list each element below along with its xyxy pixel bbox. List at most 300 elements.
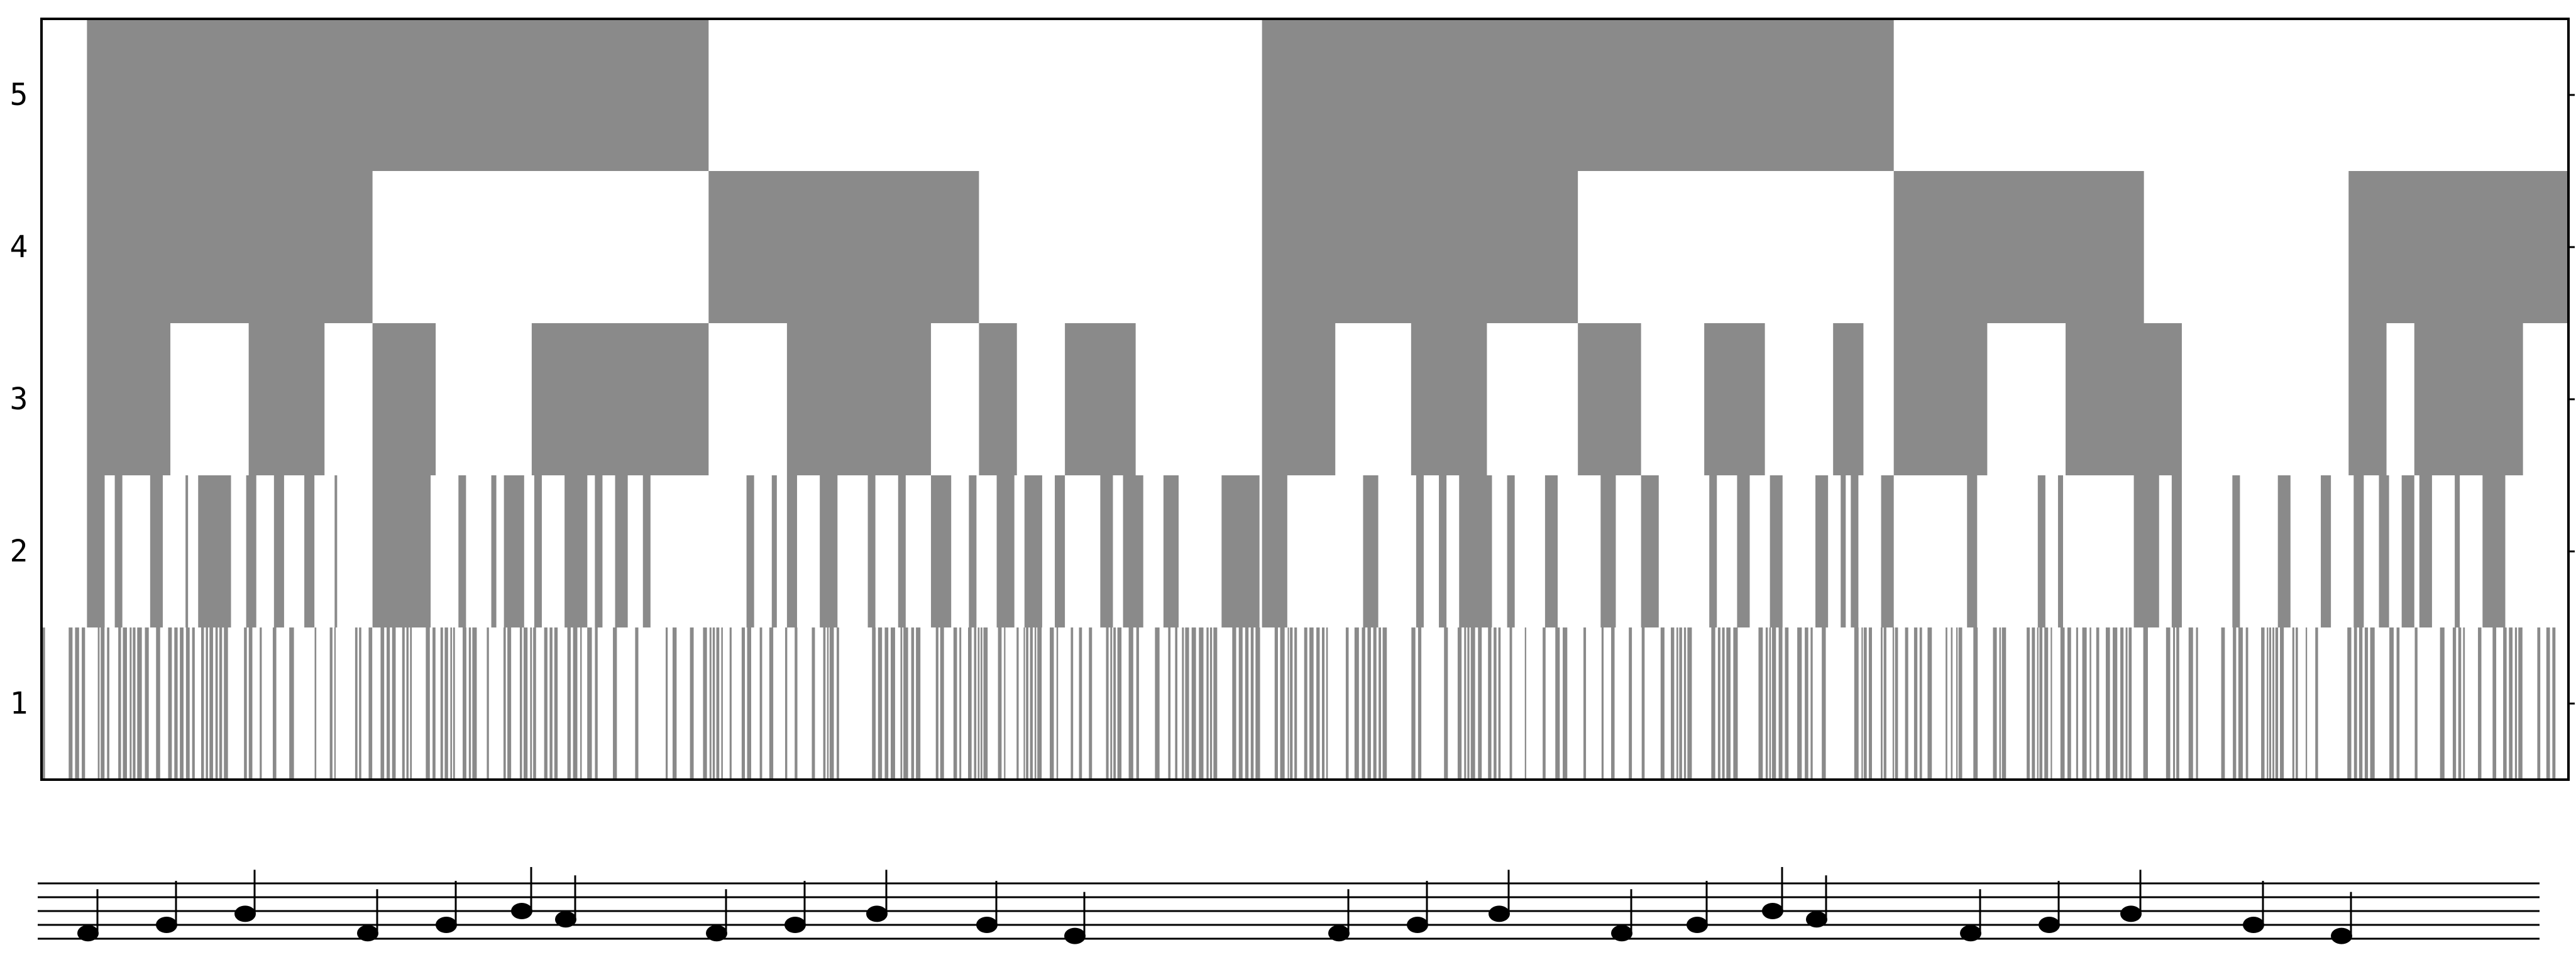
level-1-stripe — [1733, 627, 1737, 780]
level-1-stripe — [2096, 627, 2100, 780]
level-1-stripe — [2050, 627, 2052, 780]
level-1-stripe — [1026, 627, 1028, 780]
level-1-stripe — [1023, 627, 1025, 780]
level-1-stripe — [666, 627, 668, 780]
level-1-stripe — [407, 627, 409, 780]
note-head — [1064, 928, 1086, 944]
level-1-stripe — [2269, 627, 2271, 780]
level-1-stripe — [595, 627, 597, 780]
level-1-stripe — [426, 627, 429, 780]
note-head — [357, 925, 378, 941]
level-1-stripe — [334, 627, 336, 780]
level-1-stripe — [1050, 627, 1054, 780]
level-1-stripe — [1232, 627, 1236, 780]
level-5-segment — [87, 19, 708, 171]
level-1-stripe — [1629, 627, 1632, 780]
level-1-stripe — [392, 627, 396, 780]
level-2-segment — [185, 475, 188, 627]
note-head — [976, 917, 998, 933]
level-1-stripe — [1471, 627, 1475, 780]
level-1-stripe — [504, 627, 506, 780]
level-1-stripe — [1869, 627, 1872, 780]
level-1-stripe — [1785, 627, 1789, 780]
level-1-stripe — [1383, 627, 1387, 780]
level-1-stripe — [2144, 627, 2148, 780]
level-2-segment — [997, 475, 1015, 627]
level-1-stripe — [710, 627, 712, 780]
level-1-stripe — [1004, 627, 1005, 780]
level-1-stripe — [1810, 627, 1812, 780]
level-1-stripe — [884, 627, 888, 780]
level-1-stripe — [533, 627, 536, 780]
level-2-segment — [2402, 475, 2414, 627]
level-1-stripe — [330, 627, 333, 780]
level-1-stripe — [1275, 627, 1278, 780]
level-1-stripe — [2061, 627, 2065, 780]
level-1-stripe — [1956, 627, 1957, 780]
level-1-stripe — [1129, 627, 1133, 780]
level-1-stripe — [903, 627, 908, 780]
level-1-stripe — [2546, 627, 2550, 780]
level-1-stripe — [1458, 627, 1461, 780]
level-1-stripe — [1920, 627, 1922, 780]
level-1-stripe — [444, 627, 448, 780]
level-1-stripe — [453, 627, 455, 780]
level-3-segment — [1411, 323, 1487, 475]
level-1-stripe — [355, 627, 358, 780]
level-1-stripe — [2037, 627, 2039, 780]
level-1-stripe — [713, 627, 715, 780]
level-1-stripe — [156, 627, 160, 780]
level-1-stripe — [201, 627, 204, 780]
level-1-stripe — [273, 627, 277, 780]
level-1-stripe — [137, 627, 141, 780]
level-2-segment — [2379, 475, 2389, 627]
level-1-stripe — [1914, 627, 1917, 780]
level-2-segment — [150, 475, 163, 627]
level-2-segment — [969, 475, 976, 627]
level-1-stripe — [795, 627, 797, 780]
level-1-stripe — [1671, 627, 1674, 780]
level-1-stripe — [1199, 627, 1203, 780]
level-1-stripe — [2478, 627, 2481, 780]
level-1-stripe — [1797, 627, 1802, 780]
level-1-stripe — [2359, 627, 2362, 780]
level-1-stripe — [2537, 627, 2540, 780]
level-2-segment — [246, 475, 256, 627]
level-1-stripe — [69, 627, 72, 780]
level-1-stripe — [1037, 627, 1042, 780]
level-1-stripe — [1071, 627, 1073, 780]
level-1-stripe — [1679, 627, 1682, 780]
level-1-stripe — [1946, 627, 1947, 780]
level-1-stripe — [260, 627, 261, 780]
level-4-segment — [87, 171, 372, 323]
level-2-segment — [1545, 475, 1558, 627]
level-1-stripe — [1895, 627, 1898, 780]
level-1-stripe — [2347, 627, 2351, 780]
note-head — [1611, 925, 1632, 941]
level-3-segment — [2414, 323, 2523, 475]
level-1-stripe — [1316, 627, 1319, 780]
level-1-stripe — [554, 627, 558, 780]
y-tick-label: 1 — [9, 686, 28, 721]
level-1-stripe — [1770, 627, 1771, 780]
level-1-stripe — [129, 627, 131, 780]
level-2-segment — [1055, 475, 1065, 627]
level-2-segment — [373, 475, 431, 627]
y-tick-label: 4 — [9, 229, 28, 265]
level-1-stripe — [387, 627, 390, 780]
level-1-stripe — [2000, 627, 2001, 780]
level-1-stripe — [315, 627, 317, 780]
level-1-stripe — [2306, 627, 2307, 780]
level-1-stripe — [2293, 627, 2294, 780]
level-1-stripe — [402, 627, 405, 780]
level-1-stripe — [1864, 627, 1867, 780]
level-1-stripe — [2354, 627, 2357, 780]
note-head — [1328, 925, 1350, 941]
level-1-stripe — [872, 627, 876, 780]
level-1-stripe — [1905, 627, 1908, 780]
level-1-stripe — [2221, 627, 2225, 780]
level-2-segment — [1363, 475, 1378, 627]
plot-area — [41, 19, 2568, 780]
level-1-stripe — [118, 627, 121, 780]
level-4-segment — [708, 171, 979, 323]
level-1-stripe — [1106, 627, 1109, 780]
level-1-stripe — [180, 627, 184, 780]
level-1-stripe — [1722, 627, 1725, 780]
level-1-stripe — [1718, 627, 1720, 780]
level-2-segment — [492, 475, 497, 627]
level-1-stripe — [1411, 627, 1415, 780]
level-2-segment — [615, 475, 628, 627]
level-1-stripe — [1251, 627, 1254, 780]
level-1-stripe — [1016, 627, 1018, 780]
level-1-stripe — [1854, 627, 1859, 780]
level-2-segment — [1439, 475, 1446, 627]
note-head — [2243, 917, 2264, 933]
level-1-stripe — [1805, 627, 1808, 780]
level-1-stripe — [717, 627, 720, 780]
level-2-segment — [1841, 475, 1846, 627]
level-2-segment — [304, 475, 314, 627]
level-2-segment — [2172, 475, 2182, 627]
level-1-stripe — [368, 627, 372, 780]
level-1-stripe — [2238, 627, 2243, 780]
level-1-stripe — [82, 627, 85, 780]
level-1-stripe — [1057, 627, 1059, 780]
level-2-segment — [2232, 475, 2240, 627]
level-1-stripe — [812, 627, 815, 780]
level-4-segment — [1262, 171, 1578, 323]
level-1-stripe — [1494, 627, 1497, 780]
level-2-segment — [772, 475, 777, 627]
y-tick-label: 2 — [9, 534, 28, 569]
level-2-segment — [87, 475, 104, 627]
level-1-stripe — [1326, 627, 1328, 780]
level-1-stripe — [984, 627, 988, 780]
level-2-segment — [1507, 475, 1515, 627]
level-1-stripe — [1444, 627, 1448, 780]
level-1-stripe — [1089, 627, 1092, 780]
level-1-stripe — [1973, 627, 1978, 780]
level-4-segment — [2348, 171, 2568, 323]
level-5-segment — [1262, 19, 1894, 171]
level-2-segment — [334, 475, 337, 627]
level-2-segment — [1770, 475, 1783, 627]
level-1-stripe — [2370, 627, 2375, 780]
level-1-stripe — [1110, 627, 1112, 780]
level-1-stripe — [837, 627, 839, 780]
level-2-segment — [2058, 475, 2063, 627]
level-1-stripe — [785, 627, 787, 780]
level-1-stripe — [1611, 627, 1614, 780]
level-1-stripe — [1309, 627, 1314, 780]
level-1-stripe — [530, 627, 532, 780]
note-head — [706, 925, 727, 941]
level-1-stripe — [1379, 627, 1381, 780]
level-1-stripe — [2044, 627, 2048, 780]
level-2-segment — [1881, 475, 1894, 627]
level-2-segment — [1851, 475, 1858, 627]
level-1-stripe — [289, 627, 294, 780]
level-1-stripe — [1322, 627, 1324, 780]
level-1-stripe — [101, 627, 104, 780]
level-3-segment — [1704, 323, 1764, 475]
level-1-stripe — [1346, 627, 1349, 780]
level-1-stripe — [911, 627, 915, 780]
level-1-stripe — [769, 627, 773, 780]
level-1-stripe — [878, 627, 882, 780]
note-head — [2039, 917, 2060, 933]
level-1-stripe — [2267, 627, 2268, 780]
level-1-stripe — [2440, 627, 2445, 780]
level-2-segment — [1737, 475, 1749, 627]
level-3-segment — [1833, 323, 1863, 475]
level-1-stripe — [1355, 627, 1359, 780]
level-1-stripe — [742, 627, 745, 780]
level-1-stripe — [380, 627, 384, 780]
level-1-stripe — [1779, 627, 1783, 780]
level-3-segment — [2348, 323, 2386, 475]
level-1-stripe — [1881, 627, 1883, 780]
level-1-stripe — [730, 627, 732, 780]
level-2-segment — [458, 475, 466, 627]
level-1-stripe — [1367, 627, 1371, 780]
level-2-segment — [1164, 475, 1179, 627]
level-1-stripe — [916, 627, 920, 780]
note-head — [77, 925, 99, 941]
level-1-stripe — [2128, 627, 2132, 780]
level-1-stripe — [568, 627, 571, 780]
note-head — [1762, 903, 1783, 919]
level-1-stripe — [507, 627, 511, 780]
note-head — [1489, 905, 1510, 922]
level-3-segment — [1578, 323, 1641, 475]
level-1-stripe — [2196, 627, 2198, 780]
level-1-stripe — [1676, 627, 1678, 780]
level-2-segment — [747, 475, 754, 627]
level-2-segment — [2482, 475, 2505, 627]
level-2-segment — [2419, 475, 2432, 627]
level-1-stripe — [2189, 627, 2193, 780]
level-3-segment — [1894, 323, 1988, 475]
level-1-stripe — [936, 627, 938, 780]
level-1-stripe — [901, 627, 903, 780]
note-head — [1806, 911, 1827, 927]
level-1-stripe — [1079, 627, 1082, 780]
level-1-stripe — [1304, 627, 1307, 780]
level-1-stripe — [1543, 627, 1546, 780]
level-2-segment — [1641, 475, 1659, 627]
level-1-stripe — [998, 627, 1002, 780]
level-1-stripe — [2415, 627, 2418, 780]
level-1-stripe — [2067, 627, 2071, 780]
level-1-stripe — [1255, 627, 1260, 780]
level-2-segment — [2278, 475, 2291, 627]
level-2-segment — [2134, 475, 2159, 627]
level-1-stripe — [1822, 627, 1825, 780]
level-1-stripe — [827, 627, 828, 780]
note-head — [555, 911, 576, 927]
level-3-segment — [532, 323, 708, 475]
level-2-segment — [898, 475, 906, 627]
level-1-stripe — [450, 627, 452, 780]
level-1-stripe — [1583, 627, 1586, 780]
level-1-stripe — [1206, 627, 1208, 780]
level-1-stripe — [2458, 627, 2462, 780]
level-3-segment — [787, 323, 931, 475]
level-2-segment — [931, 475, 951, 627]
level-1-stripe — [2089, 627, 2091, 780]
level-1-stripe — [2261, 627, 2264, 780]
note-head — [234, 905, 256, 922]
level-1-stripe — [1951, 627, 1953, 780]
level-1-stripe — [954, 627, 957, 780]
level-2-segment — [1123, 475, 1143, 627]
level-1-stripe — [463, 627, 466, 780]
y-tick-label: 5 — [9, 77, 28, 113]
level-2-segment — [2321, 475, 2331, 627]
level-1-stripe — [1245, 627, 1248, 780]
level-1-stripe — [1030, 627, 1033, 780]
level-1-stripe — [2076, 627, 2078, 780]
level-1-stripe — [432, 627, 436, 780]
level-1-stripe — [760, 627, 762, 780]
level-1-stripe — [703, 627, 707, 780]
note-head — [866, 905, 888, 922]
level-2-segment — [1815, 475, 1828, 627]
level-1-stripe — [635, 627, 638, 780]
level-2-segment — [534, 475, 542, 627]
level-2-segment — [868, 475, 876, 627]
level-1-stripe — [1280, 627, 1285, 780]
level-1-stripe — [441, 627, 443, 780]
level-3-segment — [1262, 323, 1336, 475]
level-3-segment — [2066, 323, 2182, 475]
level-1-stripe — [940, 627, 944, 780]
level-3-segment — [373, 323, 436, 475]
level-3-segment — [1065, 323, 1136, 475]
level-1-stripe — [2126, 627, 2128, 780]
level-1-stripe — [2276, 627, 2278, 780]
level-1-stripe — [1467, 627, 1469, 780]
music-staff — [38, 867, 2540, 944]
level-1-stripe — [75, 627, 79, 780]
level-1-stripe — [1861, 627, 1863, 780]
level-1-stripe — [1294, 627, 1297, 780]
level-1-stripe — [2453, 627, 2456, 780]
level-1-stripe — [1239, 627, 1243, 780]
level-1-stripe — [974, 627, 976, 780]
level-1-stripe — [524, 627, 527, 780]
level-2-segment — [1100, 475, 1113, 627]
level-1-stripe — [2233, 627, 2236, 780]
level-1-stripe — [2176, 627, 2179, 780]
level-1-stripe — [587, 627, 592, 780]
level-1-stripe — [1893, 627, 1894, 780]
level-2-segment — [595, 475, 602, 627]
level-1-stripe — [2039, 627, 2042, 780]
level-1-stripe — [107, 627, 109, 780]
level-1-stripe — [1373, 627, 1377, 780]
level-1-stripe — [2492, 627, 2496, 780]
level-1-stripe — [1711, 627, 1715, 780]
level-1-stripe — [1168, 627, 1170, 780]
level-1-stripe — [2389, 627, 2394, 780]
level-2-segment — [504, 475, 524, 627]
level-1-stripe — [216, 627, 218, 780]
level-1-stripe — [1687, 627, 1692, 780]
level-3-segment — [979, 323, 1016, 475]
level-1-stripe — [1766, 627, 1768, 780]
level-1-stripe — [1362, 627, 1365, 780]
level-1-stripe — [2246, 627, 2248, 780]
level-1-stripe — [1418, 627, 1421, 780]
level-2-segment — [2353, 475, 2364, 627]
level-1-stripe — [1758, 627, 1763, 780]
level-2-segment — [1025, 475, 1042, 627]
level-1-stripe — [1185, 627, 1189, 780]
level-1-stripe — [544, 627, 548, 780]
note-head — [156, 917, 177, 933]
level-1-stripe — [209, 627, 213, 780]
level-1-stripe — [2113, 627, 2117, 780]
level-1-stripe — [1155, 627, 1159, 780]
level-1-stripe — [1175, 627, 1177, 780]
level-1-stripe — [1642, 627, 1645, 780]
note-head — [2331, 928, 2352, 944]
level-1-stripe — [469, 627, 471, 780]
y-tick-label: 3 — [9, 382, 28, 417]
note-head — [1960, 925, 1981, 941]
note-head — [784, 917, 806, 933]
level-1-stripe — [520, 627, 522, 780]
level-1-stripe — [891, 627, 895, 780]
level-1-stripe — [1525, 627, 1526, 780]
level-1-stripe — [2173, 627, 2175, 780]
level-1-stripe — [1192, 627, 1196, 780]
level-1-stripe — [1959, 627, 1962, 780]
level-1-stripe — [573, 627, 578, 780]
level-1-stripe — [145, 627, 149, 780]
level-1-stripe — [2509, 627, 2513, 780]
level-1-stripe — [2397, 627, 2400, 780]
level-1-stripe — [1927, 627, 1932, 780]
level-1-stripe — [206, 627, 208, 780]
